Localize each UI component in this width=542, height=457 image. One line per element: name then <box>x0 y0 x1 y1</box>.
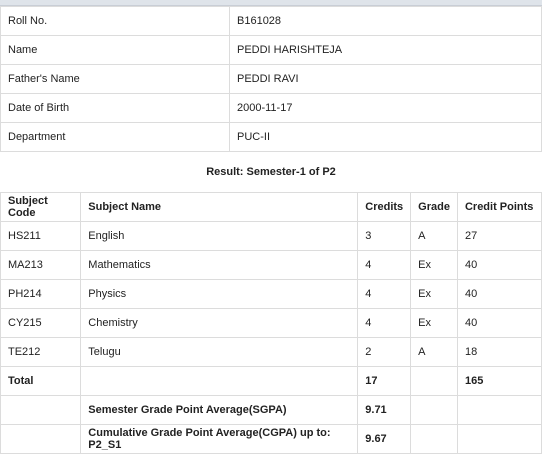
info-value: 2000-11-17 <box>230 94 542 123</box>
credits: 2 <box>358 338 411 367</box>
empty-cell <box>1 396 81 425</box>
info-row-fathers-name <box>1 65 542 94</box>
credit-points: 40 <box>457 280 541 309</box>
total-row <box>1 367 542 396</box>
credit-points: 18 <box>457 338 541 367</box>
info-label: Roll No. <box>1 7 230 36</box>
total-credits: 17 <box>358 367 411 396</box>
empty-cell <box>457 396 541 425</box>
info-label: Department <box>1 123 230 152</box>
info-value: B161028 <box>230 7 542 36</box>
empty-cell <box>457 425 541 454</box>
total-credit-points: 165 <box>457 367 541 396</box>
student-info-table <box>0 6 542 152</box>
grade: Ex <box>411 251 458 280</box>
total-label: Total <box>1 367 81 396</box>
result-table <box>0 192 542 454</box>
subject-code: CY215 <box>1 309 81 338</box>
info-label: Father's Name <box>1 65 230 94</box>
header-subject-name: Subject Name <box>81 193 358 222</box>
info-value: PEDDI RAVI <box>230 65 542 94</box>
empty-cell <box>81 367 358 396</box>
info-value: PEDDI HARISHTEJA <box>230 36 542 65</box>
credit-points: 40 <box>457 251 541 280</box>
credits: 4 <box>358 309 411 338</box>
subject-code: HS211 <box>1 222 81 251</box>
grade: Ex <box>411 280 458 309</box>
sgpa-value: 9.71 <box>358 396 411 425</box>
subject-name: Physics <box>81 280 358 309</box>
info-label: Date of Birth <box>1 94 230 123</box>
empty-cell <box>411 396 458 425</box>
subject-code: TE212 <box>1 338 81 367</box>
subject-name: English <box>81 222 358 251</box>
grade: A <box>411 338 458 367</box>
cgpa-value: 9.67 <box>358 425 411 454</box>
header-subject-code: Subject Code <box>1 193 81 222</box>
sgpa-label: Semester Grade Point Average(SGPA) <box>81 396 358 425</box>
table-row <box>1 222 542 251</box>
credit-points: 40 <box>457 309 541 338</box>
credits: 3 <box>358 222 411 251</box>
empty-cell <box>411 425 458 454</box>
credits: 4 <box>358 251 411 280</box>
info-value: PUC-II <box>230 123 542 152</box>
subject-code: MA213 <box>1 251 81 280</box>
result-caption: Result: Semester-1 of P2 <box>206 166 336 178</box>
info-row-name <box>1 36 542 65</box>
subject-name: Chemistry <box>81 309 358 338</box>
info-row-department <box>1 123 542 152</box>
info-row-date-of-birth <box>1 94 542 123</box>
header-grade: Grade <box>411 193 458 222</box>
subject-code: PH214 <box>1 280 81 309</box>
cgpa-row <box>1 425 542 454</box>
subject-name: Telugu <box>81 338 358 367</box>
sgpa-row <box>1 396 542 425</box>
info-label: Name <box>1 36 230 65</box>
credits: 4 <box>358 280 411 309</box>
table-row <box>1 251 542 280</box>
empty-cell <box>1 425 81 454</box>
credit-points: 27 <box>457 222 541 251</box>
empty-cell <box>411 367 458 396</box>
cgpa-label: Cumulative Grade Point Average(CGPA) up to: P2_S1 <box>81 425 358 454</box>
header-credit-points: Credit Points <box>457 193 541 222</box>
table-row <box>1 280 542 309</box>
grade: Ex <box>411 309 458 338</box>
grade: A <box>411 222 458 251</box>
result-header-row <box>1 193 542 222</box>
header-credits: Credits <box>358 193 411 222</box>
info-row-roll-no <box>1 7 542 36</box>
table-row <box>1 309 542 338</box>
subject-name: Mathematics <box>81 251 358 280</box>
table-row <box>1 338 542 367</box>
